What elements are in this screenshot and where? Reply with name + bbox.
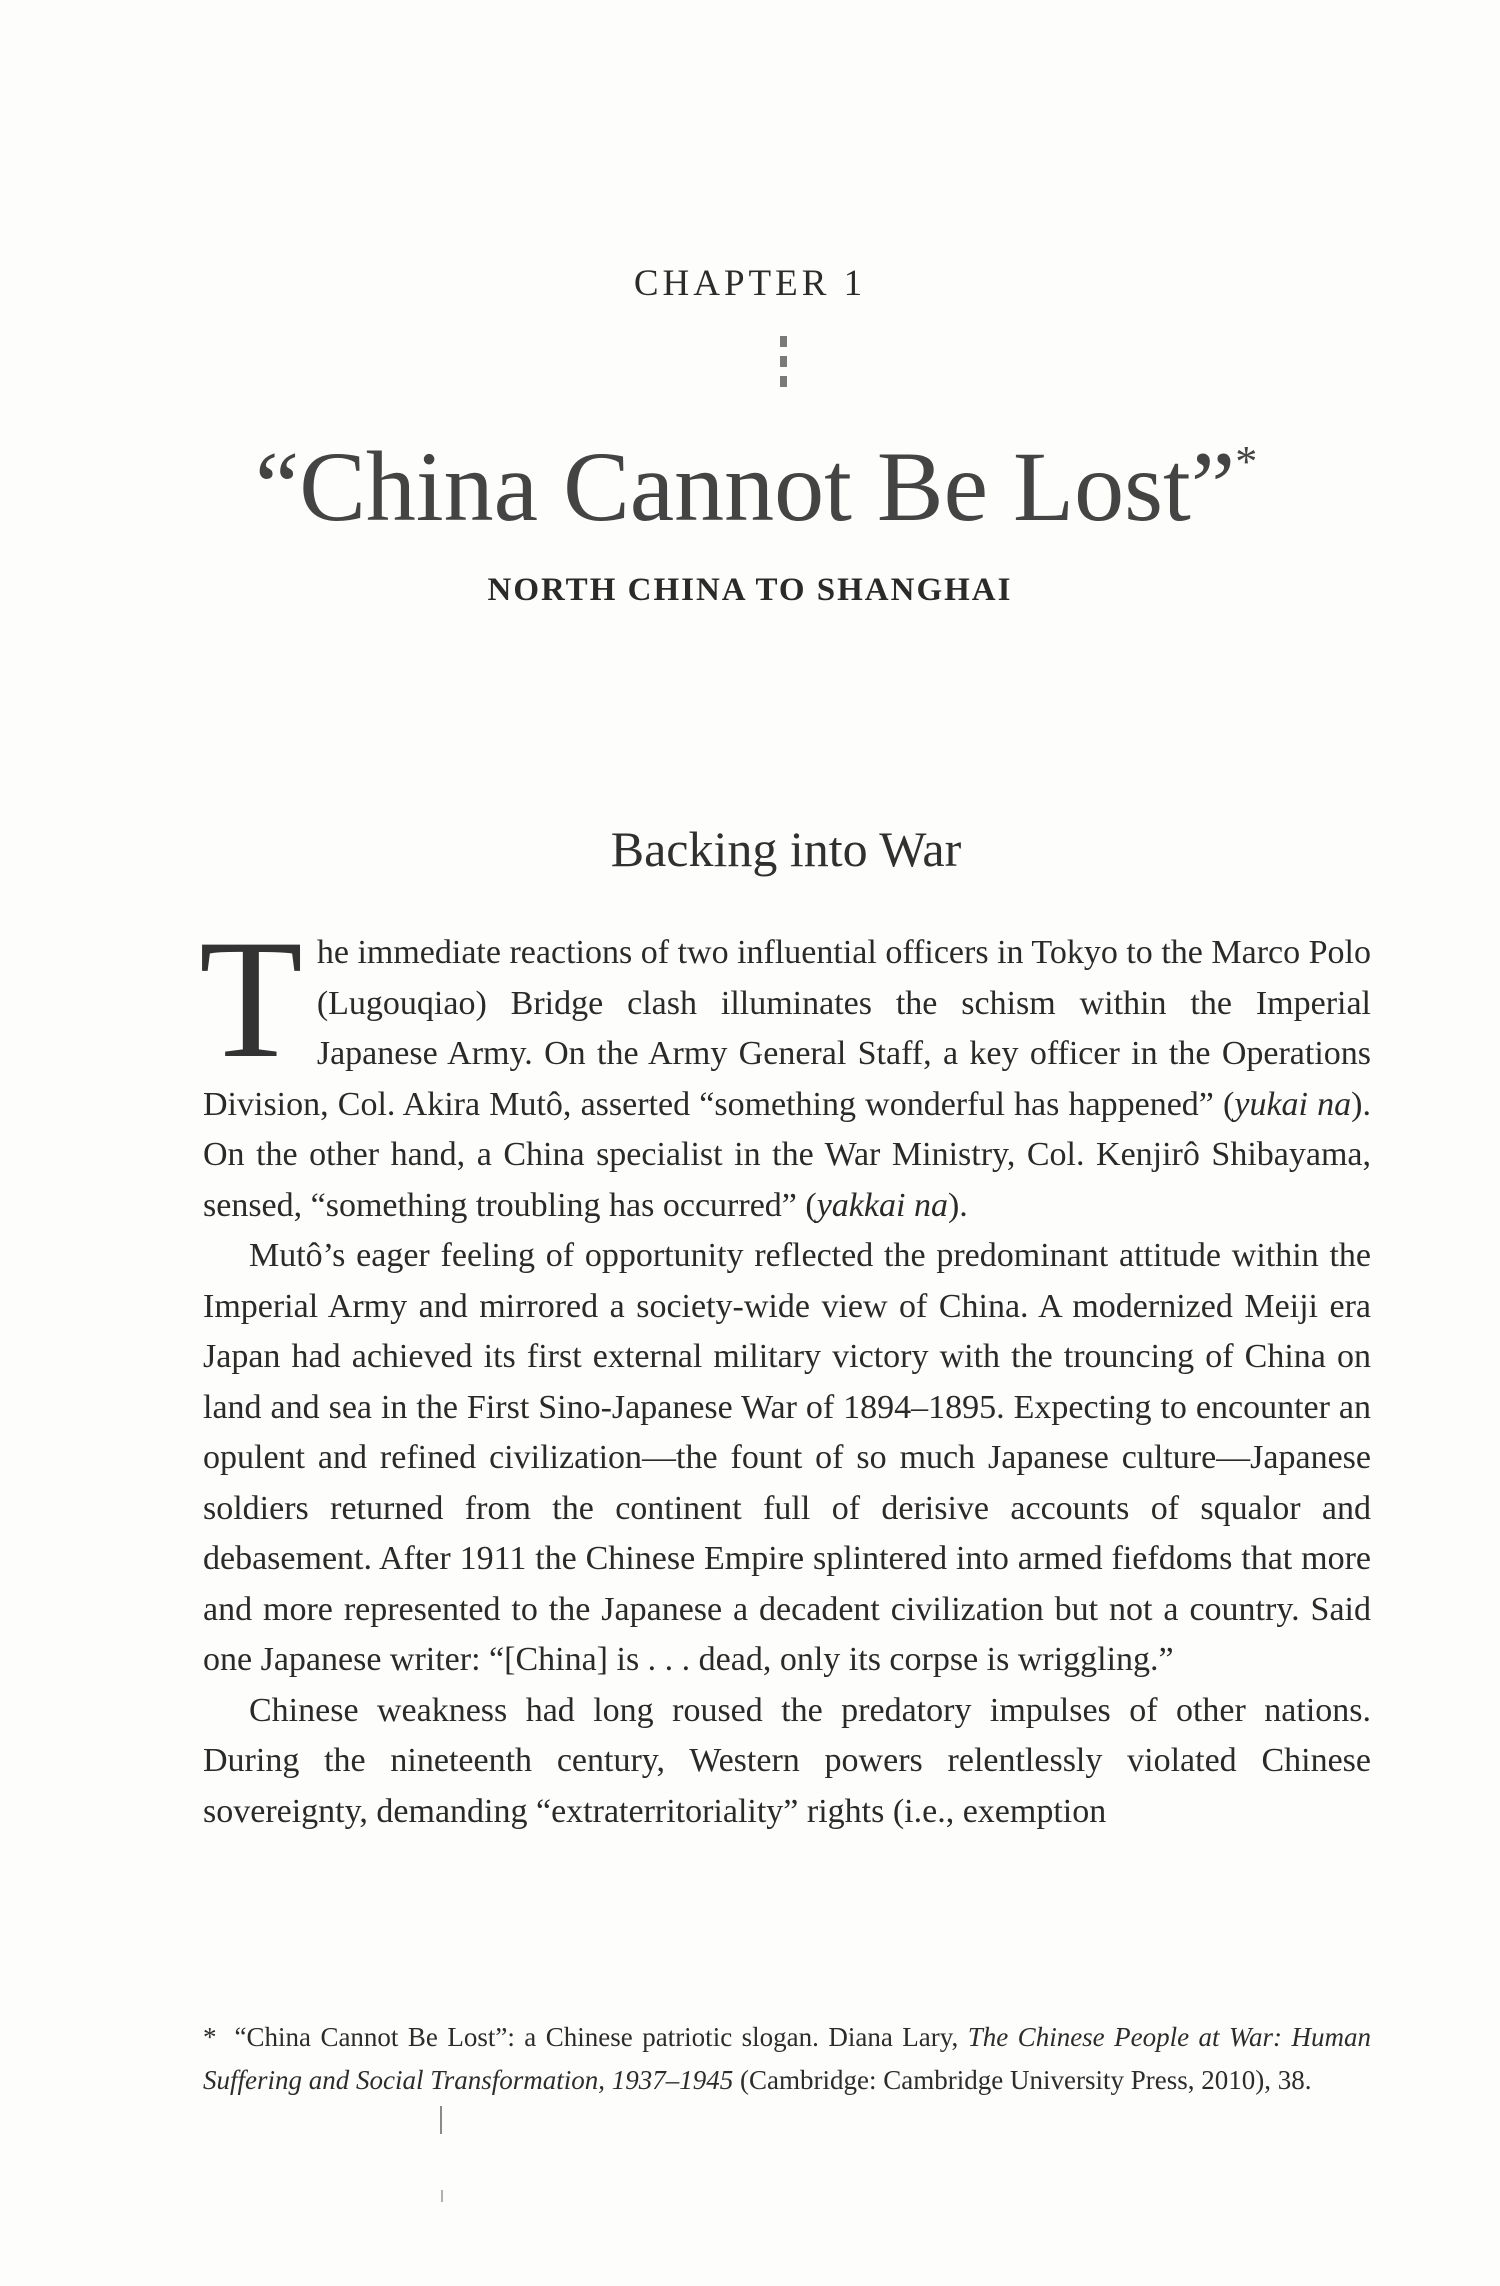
drop-cap: T <box>199 905 303 1093</box>
paragraph-1-italic-b: yakkai na <box>816 1186 948 1224</box>
section-heading: Backing into War <box>610 821 962 877</box>
scan-mark-2 <box>441 2190 443 2202</box>
paragraph-1-text-b: ). On the other hand, a China specialist in the War Ministry, Col. Kenjirô Shibayama, sensed, “something troubling has occurred” ( <box>203 1085 1371 1224</box>
scan-mark <box>440 2106 442 2134</box>
paragraph-1-text-c: ). <box>947 1186 968 1224</box>
footnote-italic: The Chinese People at War: Human Suffering and Social Transformation, 1937–1945 <box>203 2022 1371 2095</box>
footnote-text-a: “China Cannot Be Lost”: a Chinese patriotic slogan. Diana Lary, <box>234 2022 968 2052</box>
paragraph-1-text-a: he immediate reactions of two influential officers in Tokyo to the Marco Polo (Lugouqiao) Bridge clash illuminates the schism within the Imperial Japanese Army. On the Army General Staff, a key officer in the Operations Division, Col. Akira Mutô, asserted “something wonderful has happened” ( <box>203 934 1371 1123</box>
paragraph-2: Mutô’s eager feeling of opportunity reflected the predominant attitude within the Imperial Army and mirrored a society-wide view of China. A modernized Meiji era Japan had achieved its first external military victory with the trouncing of China on land and sea in the First Sino-Japanese War of 1894–1895. Expecting to encounter an opulent and refined civilization—the fount of so much Japanese culture—Japanese soldiers returned from the continent full of derisive accounts of squalor and debasement. After 1911 the Chinese Empire splintered into armed fiefdoms that more and more represented to the Japanese a decadent civilization but not a country. Said one Japanese writer: “[China] is . . . dead, only its corpse is wriggling.” <box>203 1237 1371 1678</box>
paragraph-1-italic-a: yukai na <box>1234 1085 1352 1123</box>
footnote-text-b: (Cambridge: Cambridge University Press, 2010), 38. <box>733 2065 1312 2095</box>
paragraph-3: Chinese weakness had long roused the predatory impulses of other nations. During the nineteenth century, Western powers relentlessly violated Chinese sovereignty, demanding “extraterritoriality” rights (i.e., exemption <box>203 1691 1371 1830</box>
body-text <box>199 905 1371 1837</box>
paragraph-1 <box>199 905 1371 1231</box>
chapter-subtitle: NORTH CHINA TO SHANGHAI <box>487 572 1013 608</box>
chapter-label: CHAPTER 1 <box>633 263 867 304</box>
footnote <box>203 2016 1371 2102</box>
chapter-title <box>0 432 1500 542</box>
footnote-marker: * <box>203 2022 217 2052</box>
title-footnote-marker: * <box>1235 437 1258 486</box>
ornament-icon <box>778 336 788 394</box>
chapter-title-text: “China Cannot Be Lost” <box>254 431 1236 542</box>
